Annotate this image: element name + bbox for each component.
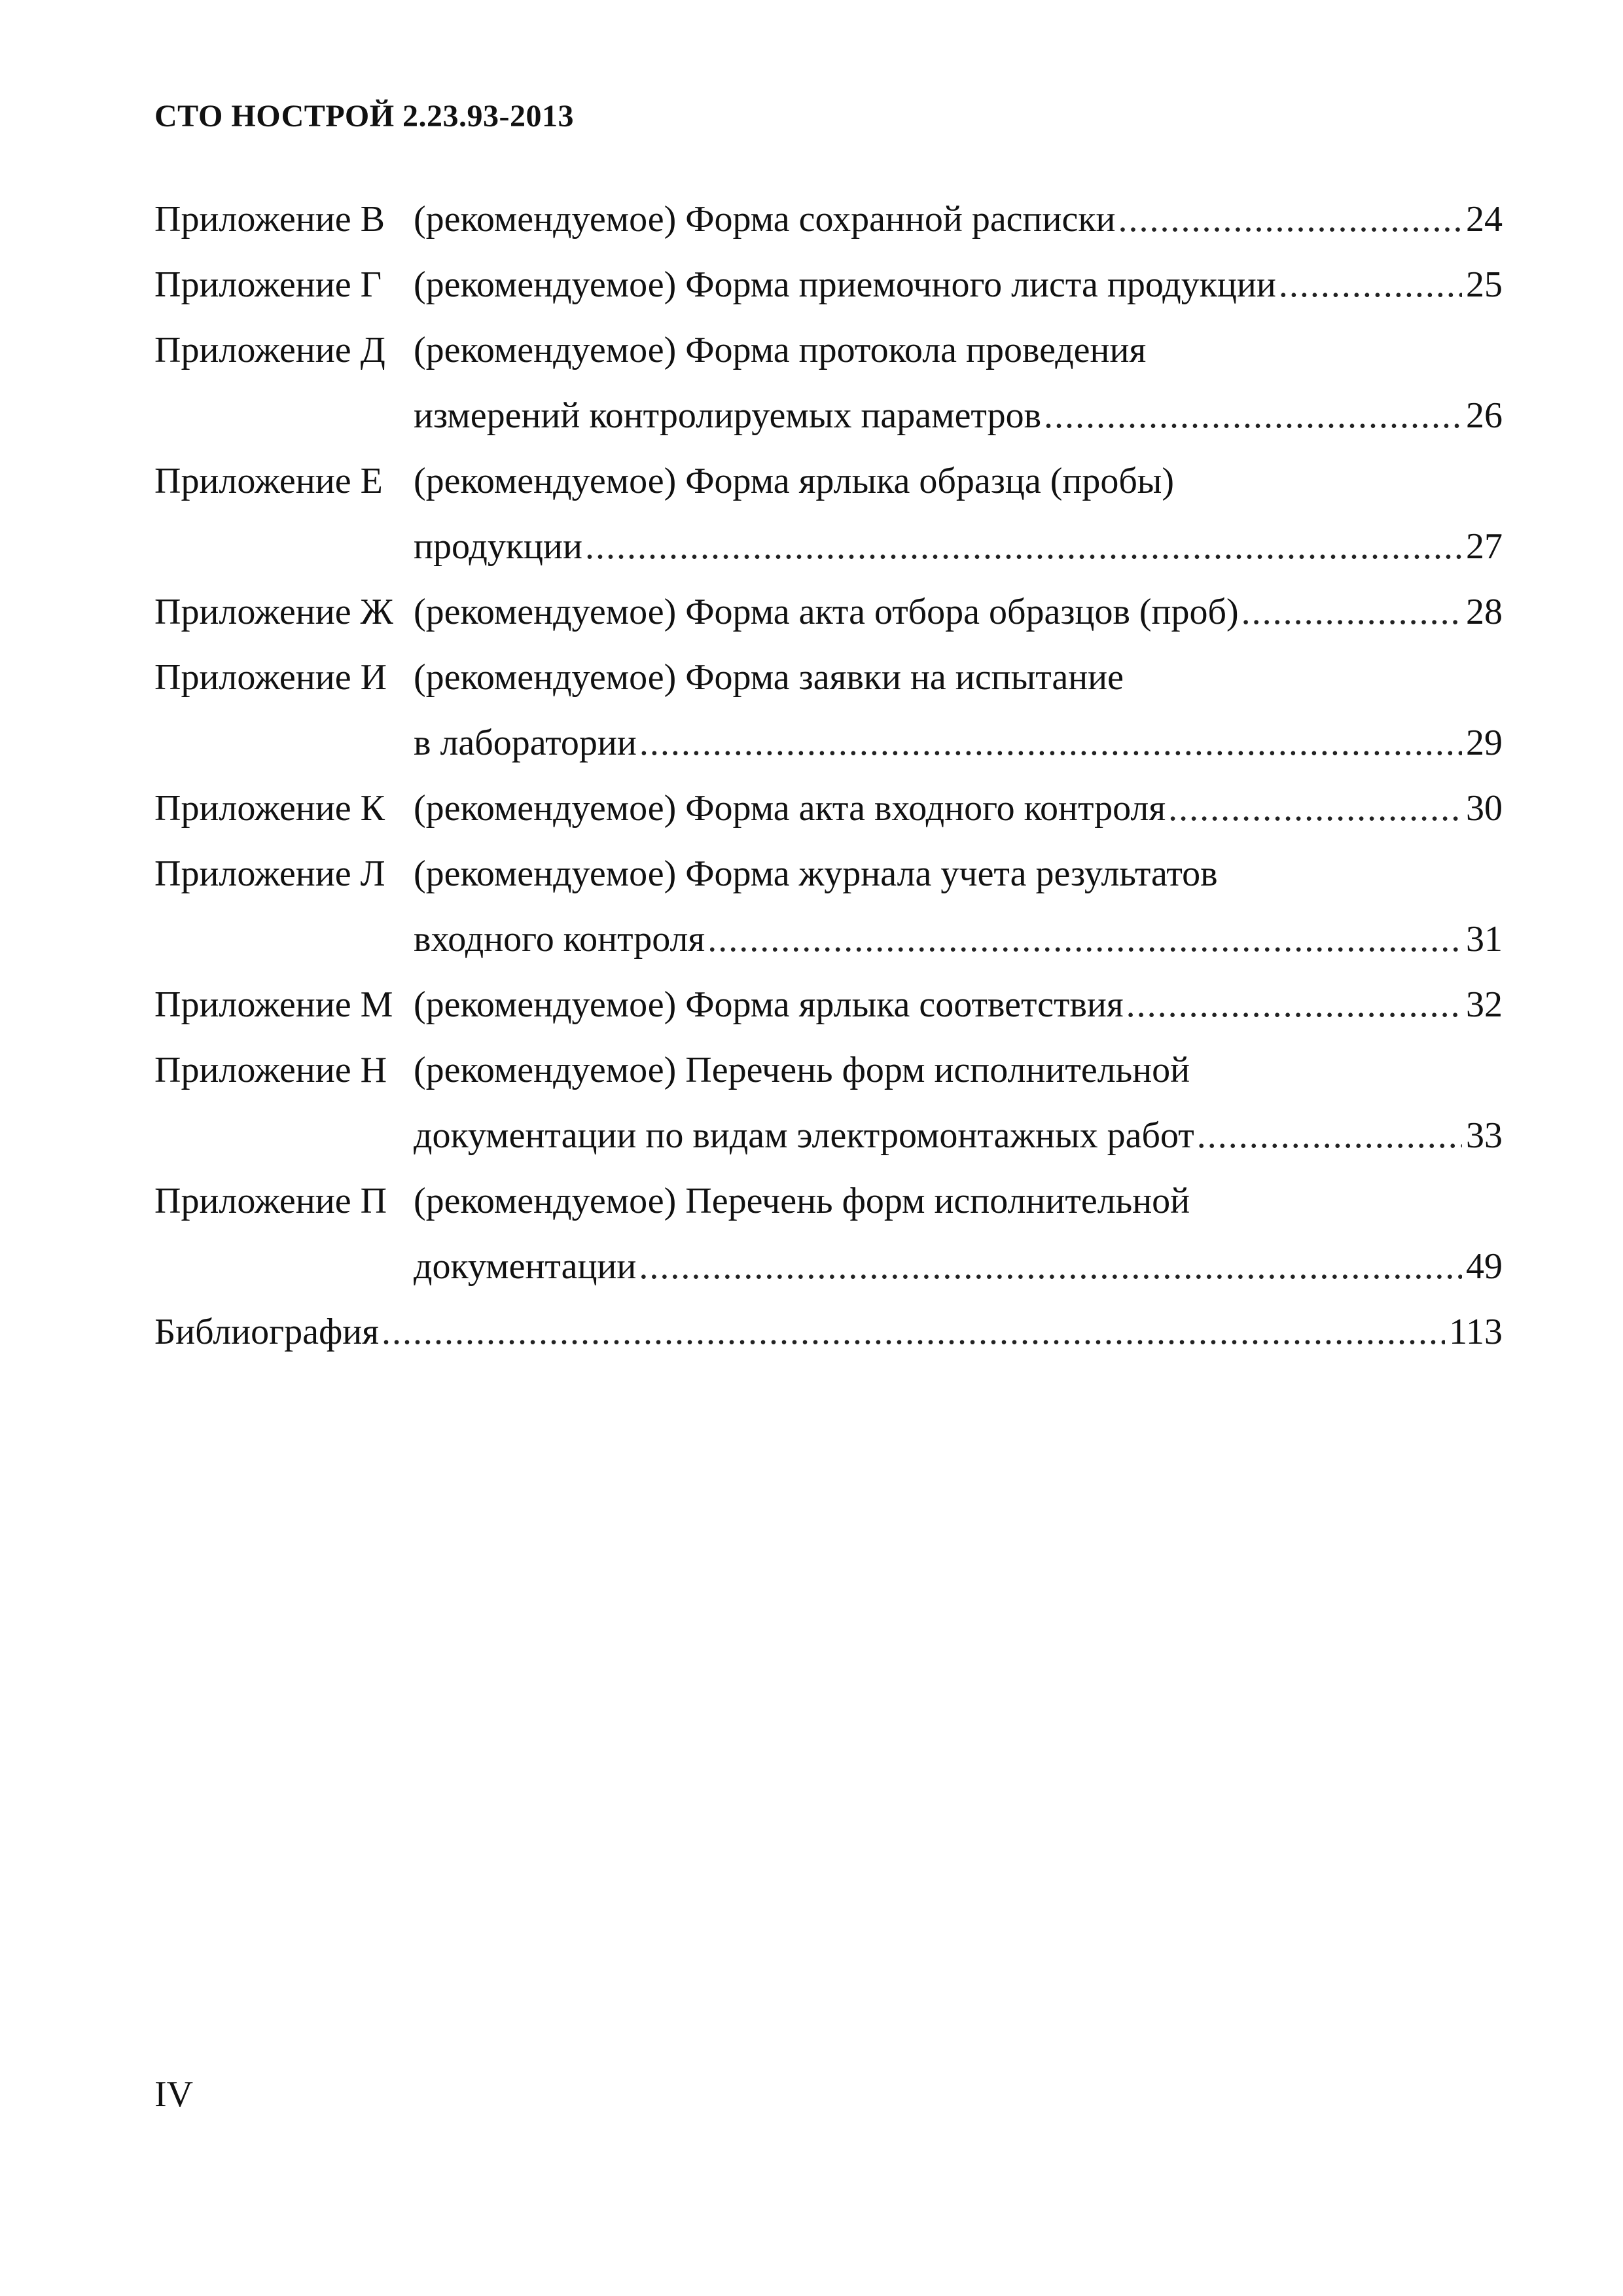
toc-dot-leader — [585, 514, 1462, 579]
toc-entry-line — [154, 579, 1503, 645]
toc-entry-title: измерений контролируемых параметров — [414, 395, 1042, 436]
toc-page-number: 28 — [1466, 592, 1503, 632]
toc-dot-leader — [1118, 187, 1462, 252]
toc-entry-line — [154, 383, 1503, 448]
toc-page-number: 26 — [1466, 395, 1503, 436]
toc-entry-line — [154, 972, 1503, 1037]
toc-entry-line — [154, 1037, 1503, 1103]
toc-dot-leader — [1168, 776, 1462, 841]
toc-page-number: 113 — [1449, 1312, 1503, 1352]
toc-entry-title: (рекомендуемое) Форма акта отбора образцов (проб) — [414, 592, 1239, 632]
table-of-contents — [154, 187, 1503, 1365]
toc-appendix-label: Приложение П — [154, 1181, 387, 1221]
toc-dot-leader — [1197, 1103, 1462, 1168]
toc-appendix-label: Приложение В — [154, 199, 385, 240]
toc-dot-leader — [1279, 252, 1462, 317]
toc-entry-title: (рекомендуемое) Форма ярлыка образца (пробы) — [414, 461, 1175, 501]
toc-entry-body — [414, 645, 1503, 710]
toc-entry-body — [414, 972, 1503, 1037]
toc-entry-title: в лаборатории — [414, 723, 637, 763]
toc-page-number: 29 — [1466, 723, 1503, 763]
toc-entry-title: (рекомендуемое) Форма протокола проведения — [414, 330, 1147, 370]
toc-entry-body — [154, 1299, 1503, 1365]
toc-dot-leader — [1241, 579, 1462, 645]
toc-entry-line — [154, 252, 1503, 317]
toc-entry-line — [154, 1103, 1503, 1168]
toc-entry-body — [414, 448, 1503, 514]
toc-page-number: 31 — [1466, 919, 1503, 960]
toc-dot-leader — [707, 906, 1462, 972]
toc-entry-title: (рекомендуемое) Форма сохранной расписки — [414, 199, 1116, 240]
toc-appendix-label: Приложение Е — [154, 461, 383, 501]
toc-page-number: 33 — [1466, 1115, 1503, 1156]
toc-dot-leader — [1044, 383, 1462, 448]
toc-page-number: 49 — [1466, 1246, 1503, 1287]
toc-entry-line — [154, 1234, 1503, 1299]
toc-appendix-label: Приложение К — [154, 788, 385, 829]
toc-entry-body — [414, 514, 1503, 579]
document-header: СТО НОСТРОЙ 2.23.93-2013 — [154, 99, 575, 134]
toc-entry-title: продукции — [414, 526, 582, 567]
toc-entry-title: (рекомендуемое) Форма журнала учета результатов — [414, 853, 1218, 894]
toc-entry-body — [414, 1103, 1503, 1168]
toc-page-number: 24 — [1466, 199, 1503, 240]
toc-entry-body — [414, 1168, 1503, 1234]
toc-entry-title: (рекомендуемое) Форма приемочного листа продукции — [414, 264, 1276, 305]
toc-entry-line — [154, 514, 1503, 579]
toc-entry-body — [414, 710, 1503, 776]
toc-appendix-label: Приложение М — [154, 984, 393, 1025]
toc-entry-body — [414, 841, 1503, 906]
toc-entry-line — [154, 1168, 1503, 1234]
toc-entry-title: Библиография — [154, 1312, 379, 1352]
toc-entry-line — [154, 448, 1503, 514]
toc-entry-title: (рекомендуемое) Перечень форм исполнительной — [414, 1181, 1190, 1221]
toc-entry-title: (рекомендуемое) Перечень форм исполнительной — [414, 1050, 1190, 1090]
toc-entry-title: (рекомендуемое) Форма заявки на испытание — [414, 657, 1124, 698]
toc-entry-title: (рекомендуемое) Форма ярлыка соответствия — [414, 984, 1124, 1025]
toc-entry-body — [414, 187, 1503, 252]
toc-entry-body — [414, 776, 1503, 841]
toc-entry-body — [414, 906, 1503, 972]
toc-entry-line — [154, 187, 1503, 252]
toc-entry-body — [414, 579, 1503, 645]
toc-entry-body — [414, 252, 1503, 317]
toc-entry-body — [414, 1037, 1503, 1103]
toc-entry-bibliography — [154, 1299, 1503, 1365]
toc-entry-line — [154, 776, 1503, 841]
toc-appendix-label: Приложение И — [154, 657, 387, 698]
page-number: IV — [154, 2074, 194, 2115]
toc-dot-leader — [639, 1234, 1462, 1299]
toc-entry-line — [154, 841, 1503, 906]
toc-entry-line — [154, 906, 1503, 972]
toc-page-number: 30 — [1466, 788, 1503, 829]
toc-entry-body — [414, 1234, 1503, 1299]
toc-entry-title: (рекомендуемое) Форма акта входного контроля — [414, 788, 1166, 829]
toc-appendix-label: Приложение Г — [154, 264, 382, 305]
toc-entry-body — [414, 383, 1503, 448]
toc-entry-line — [154, 645, 1503, 710]
toc-entry-body — [414, 317, 1503, 383]
toc-appendix-label: Приложение Н — [154, 1050, 387, 1090]
toc-entry-line — [154, 317, 1503, 383]
toc-entry-title: документации по видам электромонтажных работ — [414, 1115, 1194, 1156]
toc-page-number: 32 — [1466, 984, 1503, 1025]
toc-entry-title: документации — [414, 1246, 637, 1287]
toc-entry-title: входного контроля — [414, 919, 705, 960]
toc-page-number: 27 — [1466, 526, 1503, 567]
toc-dot-leader — [639, 710, 1462, 776]
toc-entry-line — [154, 710, 1503, 776]
toc-appendix-label: Приложение Д — [154, 330, 385, 370]
toc-appendix-label: Приложение Л — [154, 853, 385, 894]
toc-appendix-label: Приложение Ж — [154, 592, 393, 632]
toc-dot-leader — [382, 1299, 1445, 1365]
toc-dot-leader — [1126, 972, 1462, 1037]
toc-page-number: 25 — [1466, 264, 1503, 305]
